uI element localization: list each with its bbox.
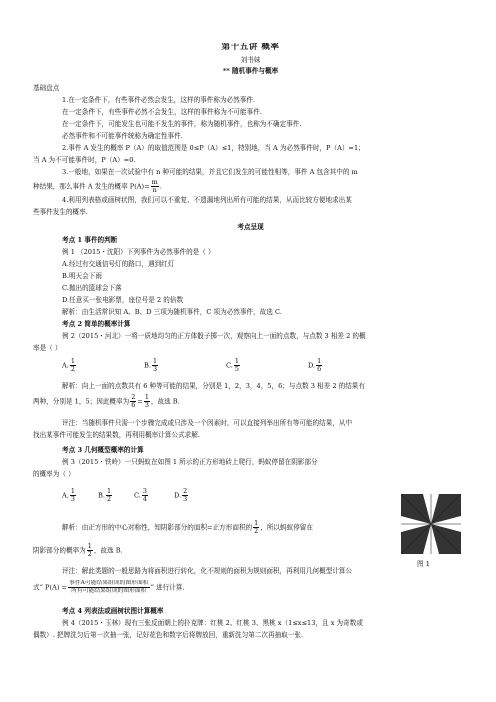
example-question: 例 4（2015・玉林）现有三张反面朝上的扑克牌：红桃 2、红桃 3、黑桃 x（1≤x≤13，且 x 为奇数或	[62, 619, 363, 627]
choice: B. $\frac{1}{2}$	[98, 487, 112, 503]
choice: A. $\frac{1}{3}$	[62, 487, 75, 503]
choice: B. $\frac{1}{3}$	[144, 357, 158, 373]
paragraph: 1.在一定条件下，有些事件必然会发生，这样的事件称为必然事件.	[62, 96, 256, 104]
choice: B.明天会下雨	[62, 272, 102, 280]
paragraph: 些事件发生的概率.	[33, 208, 88, 216]
paragraph: 当 A 为不可能事件时，P（A）=0.	[33, 156, 136, 164]
comment: 评注：当随机事件只需一个步骤完成或只涉及一个因素时，可以直接列举出所有等可能的结果，从中	[62, 419, 353, 427]
paragraph: 种结果，那么事件 A 发生的概率 P(A)= $\frac{m}{n}$ .	[33, 179, 162, 194]
paragraph: 在一定条件下，可能发生也可能不发生的事件，称为随机事件，也称为不确定事件.	[62, 120, 302, 128]
comment: 评注：解此类题的一般思路为将面积进行转化，化不规则的面积为规则面积，再利用几何概型计算公	[62, 567, 353, 575]
basics-label: 基础盘点	[33, 84, 60, 92]
solution: 解析：由正方形的中心对称性，知阴影部分的面积=正方形面积的 $\frac{1}{2}$ ，所以蚂蚁停留在	[62, 520, 313, 535]
choice: A. $\frac{1}{2}$	[62, 357, 75, 373]
choice: C. $\frac{3}{4}$	[134, 487, 147, 503]
example-question: 率是（ ）	[33, 344, 62, 352]
choice: C.抛出的篮球会下落	[62, 284, 122, 292]
solution: 阴影部分的概率为 $\frac{1}{2}$ ，故选 B.	[33, 543, 123, 558]
paragraph: 2.事件 A 发生的概率 P（A）的取值范围是 0≤P（A）≤1，特别地，当 A 为必然事件时，P（A）=1；	[62, 144, 365, 152]
example-question: 偶数）. 把牌洗匀后第一次抽一张，记好花色和数字后将牌放回，重新洗匀第二次再抽取一张.	[33, 631, 304, 639]
example-question: 例 1 （2015・沈阳）下列事件为必然事件的是（ ）	[62, 248, 215, 256]
example-question: 例 2（2015・河北）一将一质地均匀的正方体骰子掷一次，观察向上一面的点数，与点数 3 相差 2 的概	[62, 332, 366, 340]
pinwheel-square-figure	[401, 494, 461, 554]
solution: 解析：向上一面的点数共有 6 种等可能的结果，分别是 1，2，3，4，5，6；与点数 3 相差 2 的结果有	[62, 382, 365, 390]
section-heading: 考点呈现	[237, 223, 264, 231]
figure-caption: 图 1	[417, 560, 430, 568]
choice: C. $\frac{1}{5}$	[226, 357, 239, 373]
section-heading: ** 随机事件与概率	[222, 67, 279, 75]
comment: 找出某事件可能发生的结果数，再利用概率计算公式求解.	[33, 431, 200, 439]
paragraph: 3.一般地，如果在一次试验中有 n 种可能的结果，并且它们发生的可能性相等，事件 A 包含其中的 m	[62, 168, 358, 176]
example-question: 的概率为（ ）	[33, 470, 75, 478]
fraction: $\frac{m}{n}$	[151, 179, 158, 194]
author: 刘书妹	[240, 56, 261, 64]
lecture-title: 第十五讲 概率	[221, 43, 280, 52]
solution: 两种，分别是 1，5；因此概率为 $\frac{2}{6}$ = $\frac{1}{3}$ ，故选 B.	[33, 394, 180, 409]
choice: D. $\frac{1}{6}$	[308, 357, 322, 373]
choice: A.经过有交通信号灯的路口，遇到红灯	[62, 260, 175, 268]
topic-heading: 考点 3 几何概型概率的计算	[62, 446, 144, 454]
paragraph: 4.利用列表格或画树状图，我们可以不重复、不遗漏地列出所有可能的结果，从而比较方便地求出某	[62, 196, 352, 204]
solution: 解析：由生活常识知 A、B、D 三项为随机事件，C 项为必然事件，故选 C.	[62, 308, 282, 316]
choice: D.任意买一张电影票，座位号是 2 的倍数	[62, 296, 184, 304]
choice: D. $\frac{2}{3}$	[174, 487, 188, 503]
paragraph: 在一定条件下，有些事件必然不会发生，这样的事件称为不可能事件.	[62, 108, 262, 116]
topic-heading: 考点 2 简单的概率计算	[62, 320, 131, 328]
comment: 式“ P(A) = $\frac{\text{事件A可能结果组成的图形面积}}{\text{所有可能结果组成的图形面积}}$ ” 进行计算.	[33, 580, 185, 594]
paragraph: 必然事件和不可能事件统称为确定性事件.	[62, 132, 183, 140]
topic-heading: 考点 4 列表法或画树状图计算概率	[62, 607, 164, 615]
example-question: 例 3（2015・铁岭）一只蚂蚁在如图 1 所示的正方形地砖上爬行，蚂蚁停留在阴影部分	[62, 458, 318, 466]
topic-heading: 考点 1 事件的判断	[62, 236, 118, 244]
